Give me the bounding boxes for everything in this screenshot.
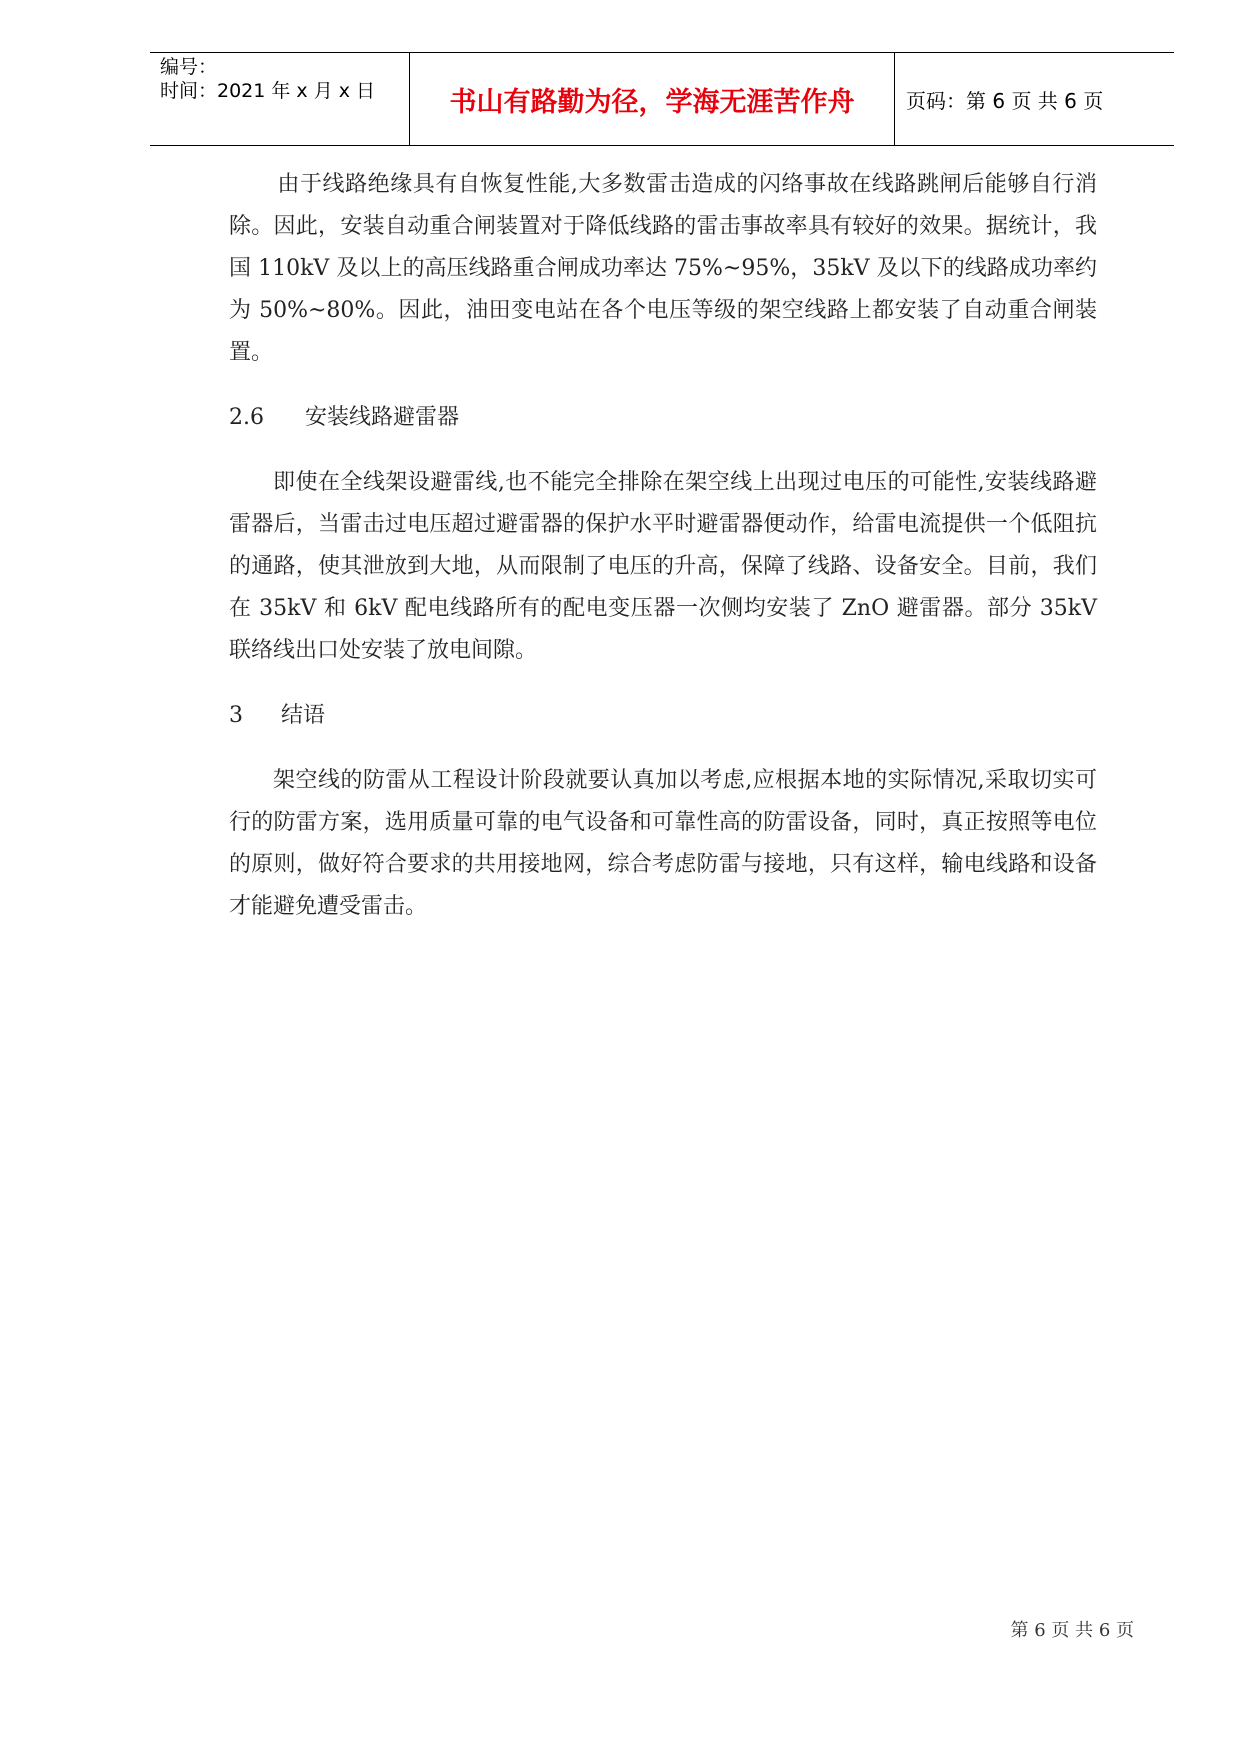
page-header	[150, 52, 1174, 146]
page-footer: 第 6 页 共 6 页	[1010, 1620, 1134, 1641]
document-body	[229, 164, 1097, 951]
body-paragraph: 即使在全线架设避雷线,也不能完全排除在架空线上出现过电压的可能性,安装线路避雷器后，当雷击过电压超过避雷器的保护水平时避雷器便动作，给雷电流提供一个低阻抗的通路，使其泄放到大地，从而限制了电压的升高，保障了线路、设备安全。目前，我们在 35kV 和 6kV 配电线路所有的配电变压器一次侧均安装了 ZnO 避雷器。部分 35kV 联络线出口处安装了放电间隙。	[229, 470, 1097, 663]
section-title: 结语	[281, 703, 326, 728]
section-heading	[229, 695, 1097, 737]
header-page-info: 页码：第 6 页 共 6 页	[906, 88, 1104, 113]
section-title: 安装线路避雷器	[305, 405, 460, 430]
section-number: 3	[229, 703, 243, 728]
section-number: 2.6	[229, 405, 264, 430]
header-meta	[160, 55, 375, 103]
document-time: 时间：2021 年 x 月 x 日	[160, 80, 376, 102]
header-motto: 书山有路勤为径，学海无涯苦作舟	[449, 86, 855, 118]
body-paragraph: 由于线路绝缘具有自恢复性能,大多数雷击造成的闪络事故在线路跳闸后能够自行消除。因此，安装自动重合闸装置对于降低线路的雷击事故率具有较好的效果。据统计，我国 110kV 及以上的高压线路重合闸成功率达 75%~95%，35kV 及以下的线路成功率约为 50%~80%。因此，油田变电站在各个电压等级的架空线路上都安装了自动重合闸装置。	[229, 172, 1097, 365]
section-heading	[229, 397, 1097, 439]
header-divider	[894, 53, 895, 145]
document-number-label: 编号：	[160, 56, 218, 78]
body-paragraph: 架空线的防雷从工程设计阶段就要认真加以考虑,应根据本地的实际情况,采取切实可行的防雷方案，选用质量可靠的电气设备和可靠性高的防雷设备，同时，真正按照等电位的原则，做好符合要求的共用接地网，综合考虑防雷与接地，只有这样，输电线路和设备才能避免遭受雷击。	[229, 768, 1097, 919]
